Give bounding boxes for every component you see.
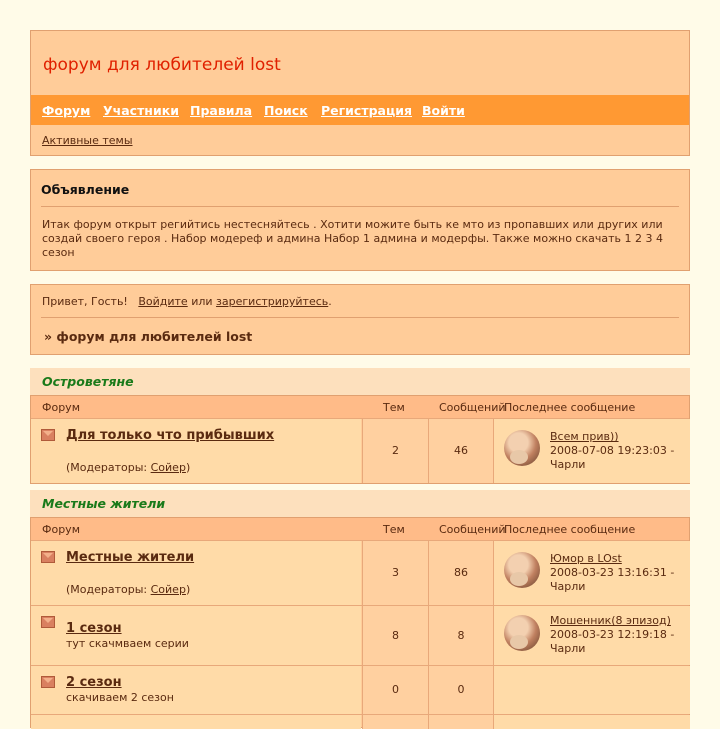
greeting-text: Привет, Гость! (42, 295, 128, 308)
forum-link[interactable]: 1 сезон (66, 621, 122, 636)
avatar (504, 552, 540, 588)
category-name: Островетяне (42, 374, 134, 389)
forum-folder-icon (41, 616, 55, 628)
last-post-author: Чарли (550, 642, 586, 655)
col-topics: Тем (383, 401, 405, 414)
forum-header (30, 30, 690, 156)
or-text: или (191, 295, 213, 308)
avatar (504, 615, 540, 651)
register-link[interactable]: зарегистрируйтесь (216, 295, 329, 308)
moderator-link[interactable]: Сойер (150, 461, 186, 474)
forum-folder-icon (41, 551, 55, 563)
welcome-box (30, 284, 690, 355)
col-last: Последнее сообщение (504, 523, 636, 536)
forum-table (30, 395, 690, 484)
breadcrumb[interactable]: » форум для любителей lost (44, 329, 253, 344)
divider (41, 206, 679, 207)
last-post-date: 2008-03-23 13:16:31 - (550, 566, 675, 579)
nav-members[interactable]: Участники (103, 103, 179, 118)
nav-rules[interactable]: Правила (190, 103, 253, 118)
posts-count: 8 (457, 629, 465, 642)
last-post-author: Чарли (550, 580, 586, 593)
board-title: форум для любителей lost (43, 55, 281, 75)
col-posts: Сообщений (439, 401, 506, 414)
main-navbar (31, 95, 689, 125)
nav-forum[interactable]: Форум (42, 103, 91, 118)
moderators: (Модераторы: Сойер) (66, 583, 191, 596)
last-post-link[interactable]: Всем прив)) (550, 430, 619, 443)
forum-link[interactable]: Для только что прибывших (66, 428, 275, 443)
forum-link[interactable]: Местные жители (66, 550, 195, 565)
table-header (31, 517, 689, 541)
last-post-link[interactable]: Мошенник(8 эпизод) (550, 614, 671, 627)
last-post-date: 2008-03-23 12:19:18 - (550, 628, 675, 641)
topics-count: 3 (392, 566, 399, 579)
category-title (30, 368, 690, 395)
topics-count: 8 (392, 629, 399, 642)
last-post-author: Чарли (550, 458, 586, 471)
col-topics: Тем (383, 523, 405, 536)
table-header (31, 395, 689, 419)
table-row (31, 665, 689, 714)
col-forum: Форум (42, 523, 80, 536)
last-post-link[interactable]: Юмор в LOst (550, 552, 622, 565)
topics-count: 0 (392, 683, 399, 696)
table-row (31, 714, 689, 729)
forum-folder-icon (41, 429, 55, 441)
table-row (31, 540, 689, 605)
topics-count: 2 (392, 444, 399, 457)
posts-count: 46 (454, 444, 468, 457)
nav-login[interactable]: Войти (422, 103, 465, 118)
forum-description: скачиваем 2 сезон (66, 691, 174, 704)
forum-folder-icon (41, 676, 55, 688)
nav-register[interactable]: Регистрация (321, 103, 413, 118)
table-row (31, 605, 689, 665)
forum-link[interactable]: 2 сезон (66, 675, 122, 690)
period-text: . (328, 295, 332, 308)
table-row (31, 418, 689, 483)
posts-count: 86 (454, 566, 468, 579)
category-name: Местные жители (42, 496, 166, 511)
col-forum: Форум (42, 401, 80, 414)
col-posts: Сообщений (439, 523, 506, 536)
category-title (30, 490, 690, 517)
announcement-text: Итак форум открыт регийтись нестесняйтесь . Хотити можите быть ке мто из пропавших или других или создай своего героя . Набор модереф и админа Набор 1 админа и модерфы. Также можно скачать 1 2 3 4 сезон (42, 218, 663, 259)
col-last: Последнее сообщение (504, 401, 636, 414)
active-topics-link[interactable]: Активные темы (42, 134, 133, 147)
announcement-title: Объявление (41, 182, 130, 197)
announcement-box (30, 169, 690, 271)
moderator-link[interactable]: Сойер (150, 583, 186, 596)
forum-description: тут скачмваем серии (66, 637, 189, 650)
posts-count: 0 (457, 683, 465, 696)
moderators: (Модераторы: Сойер) (66, 461, 191, 474)
avatar (504, 430, 540, 466)
forum-table (30, 517, 690, 728)
login-link[interactable]: Войдите (138, 295, 188, 308)
last-post-date: 2008-07-08 19:23:03 - (550, 444, 675, 457)
nav-search[interactable]: Поиск (264, 103, 308, 118)
welcome-line (42, 295, 332, 308)
divider (41, 317, 679, 318)
